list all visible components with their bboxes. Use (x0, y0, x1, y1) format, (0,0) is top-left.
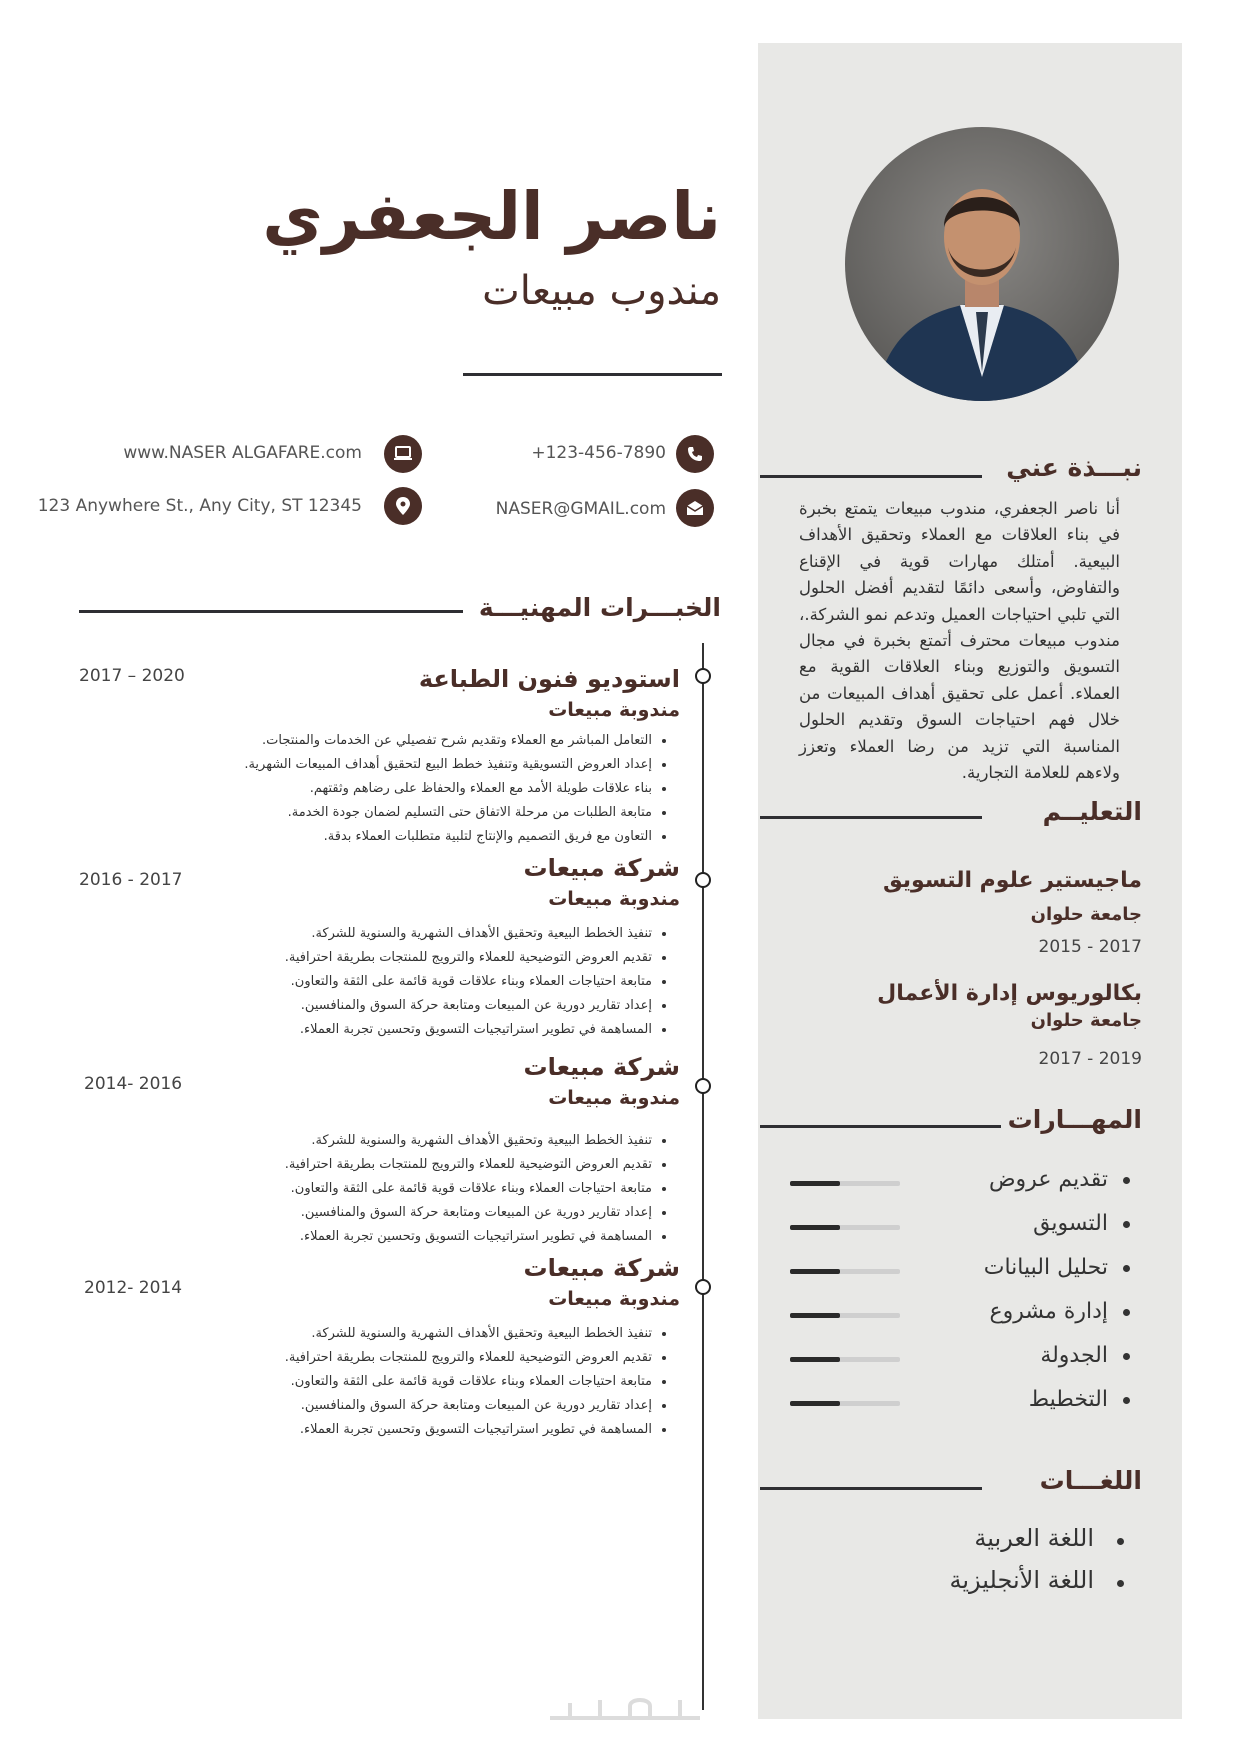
skill-item (790, 1343, 1130, 1373)
duty-item: • تقديم العروض التوضيحية للعملاء والترويج للمنتجات بطريقة احترافية. (120, 1153, 652, 1177)
duty-list (120, 1129, 680, 1249)
experience-entry (120, 663, 680, 849)
education-dates: 2015 - 2017 (1038, 937, 1142, 957)
experience-dates: 2017 – 2020 (79, 666, 185, 686)
duty-item: • المساهمة في تطوير استراتيجيات التسويق وتحسين تجربة العملاء. (120, 1418, 652, 1442)
university-name: جامعة حلوان (1030, 1010, 1142, 1031)
phone-number: +123-456-7890 (531, 443, 666, 463)
role-title: مندوبة مبيعات (548, 1288, 680, 1310)
website-icon (384, 435, 422, 473)
phone-icon (676, 435, 714, 473)
email-link[interactable]: NASER@GMAIL.com (495, 499, 666, 519)
header-divider (463, 373, 722, 376)
duty-item: • بناء علاقات طويلة الأمد مع العملاء والحفاظ على رضاهم وثقتهم. (120, 777, 652, 801)
skills-heading: المهـــارات (1007, 1105, 1142, 1134)
experience-heading: الخبـــرات المهنيـــة (478, 593, 721, 622)
skill-label: إدارة مشروع (989, 1299, 1108, 1324)
skill-item (790, 1387, 1130, 1417)
skill-label: التخطيط (1028, 1387, 1108, 1412)
skill-item (790, 1299, 1130, 1329)
website-link[interactable]: www.NASER ALGAFARE.com (123, 443, 362, 463)
timeline-dot (695, 872, 711, 888)
duty-item: • تنفيذ الخطط البيعية وتحقيق الأهداف الشهرية والسنوية للشركة. (120, 1322, 652, 1346)
skill-label: تقديم عروض (988, 1167, 1108, 1192)
address-text: 123 Anywhere St., Any City, ST 12345 (37, 496, 362, 516)
duty-item: • التعاون مع فريق التصميم والإنتاج لتلبية متطلبات العملاء بدقة. (120, 825, 652, 849)
experience-dates: 2014- 2016 (84, 1074, 183, 1094)
skill-item (790, 1167, 1130, 1197)
skills-divider (760, 1125, 1001, 1128)
duty-item: • التعامل المباشر مع العملاء وتقديم شرح تفصيلي عن الخدمات والمنتجات. (120, 729, 652, 753)
bullet-icon (1123, 1309, 1130, 1316)
experience-entry (120, 852, 680, 1042)
duty-list (120, 1322, 680, 1442)
duty-item: • متابعة احتياجات العملاء وبناء علاقات قوية قائمة على الثقة والتعاون. (120, 1177, 652, 1201)
duty-item: • متابعة احتياجات العملاء وبناء علاقات قوية قائمة على الثقة والتعاون. (120, 970, 652, 994)
duty-item: • متابعة احتياجات العملاء وبناء علاقات قوية قائمة على الثقة والتعاون. (120, 1370, 652, 1394)
experience-entry (120, 1051, 680, 1249)
experience-dates: 2012- 2014 (84, 1278, 183, 1298)
bullet-icon (1123, 1397, 1130, 1404)
timeline-dot (695, 668, 711, 684)
company-name: شركة مبيعات (523, 1254, 680, 1282)
experience-dates: 2016 - 2017 (79, 870, 183, 890)
skill-level-fill (790, 1401, 840, 1406)
bullet-icon (1123, 1265, 1130, 1272)
bullet-icon (1123, 1353, 1130, 1360)
duty-item: • تقديم العروض التوضيحية للعملاء والترويج للمنتجات بطريقة احترافية. (120, 946, 652, 970)
about-divider (760, 475, 982, 478)
skill-level-bar (790, 1357, 900, 1362)
language-label: اللغة الأنجليزية (949, 1566, 1094, 1594)
education-divider (760, 816, 982, 819)
bullet-icon (1123, 1221, 1130, 1228)
about-text: أنا ناصر الجعفري، مندوب مبيعات يتمتع بخبرة في بناء العلاقات مع العملاء وتحقيق الأهداف البيعية. أمتلك مهارات قوية في الإقناع والتفاوض، وأسعى دائمًا لتقديم أفضل الحلول التي تلبي احتياجات العميل وتدعم نمو الشركة.، مندوب مبيعات محترف أتمتع بخبرة في مجال التسويق والتوزيع وبناء العلاقات القوية مع العملاء. أعمل على تحقيق أهداف المبيعات من خلال فهم احتياجات السوق وتقديم الحلول المناسبة التي تزيد من رضا العملاء وتعزز ولاءهم للعلامة التجارية. (799, 499, 1120, 783)
duty-item: • المساهمة في تطوير استراتيجيات التسويق وتحسين تجربة العملاء. (120, 1225, 652, 1249)
skill-level-bar (790, 1401, 900, 1406)
skill-item (790, 1255, 1130, 1285)
skill-label: الجدولة (1040, 1343, 1108, 1368)
role-title: مندوبة مبيعات (548, 699, 680, 721)
degree-title: ماجيستير علوم التسويق (882, 868, 1142, 893)
duty-item: • متابعة الطلبات من مرحلة الاتفاق حتى التسليم لضمان جودة الخدمة. (120, 801, 652, 825)
language-item (850, 1566, 1124, 1600)
skill-level-fill (790, 1181, 840, 1186)
profile-photo (845, 127, 1119, 401)
duty-item: • إعداد تقارير دورية عن المبيعات ومتابعة حركة السوق والمنافسين. (120, 994, 652, 1018)
bullet-icon (1117, 1580, 1124, 1587)
skill-level-bar (790, 1225, 900, 1230)
duty-item: • إعداد تقارير دورية عن المبيعات ومتابعة حركة السوق والمنافسين. (120, 1201, 652, 1225)
timeline-dot (695, 1078, 711, 1094)
company-name: شركة مبيعات (523, 854, 680, 882)
job-title: مندوب مبيعات (482, 268, 721, 314)
languages-heading: اللغـــات (1039, 1466, 1142, 1495)
candidate-name: ناصر الجعفري (262, 178, 721, 255)
skill-item (790, 1211, 1130, 1241)
languages-divider (760, 1487, 982, 1490)
duty-item: • إعداد العروض التسويقية وتنفيذ خطط البيع لتحقيق أهداف المبيعات الشهرية. (120, 753, 652, 777)
skill-level-bar (790, 1269, 900, 1274)
skill-level-fill (790, 1269, 840, 1274)
education-heading: التعليــم (1042, 797, 1142, 826)
skill-level-fill (790, 1313, 840, 1318)
location-pin-icon (384, 487, 422, 525)
bullet-icon (1117, 1538, 1124, 1545)
bullet-icon (1123, 1177, 1130, 1184)
language-label: اللغة العربية (974, 1524, 1094, 1552)
skill-level-bar (790, 1181, 900, 1186)
skill-level-fill (790, 1225, 840, 1230)
duty-item: • إعداد تقارير دورية عن المبيعات ومتابعة حركة السوق والمنافسين. (120, 1394, 652, 1418)
watermark-logo (540, 1688, 710, 1736)
role-title: مندوبة مبيعات (548, 888, 680, 910)
company-name: شركة مبيعات (523, 1053, 680, 1081)
duty-item: • تقديم العروض التوضيحية للعملاء والترويج للمنتجات بطريقة احترافية. (120, 1346, 652, 1370)
email-icon (676, 489, 714, 527)
duty-list (120, 922, 680, 1042)
degree-title: بكالوريوس إدارة الأعمال (877, 981, 1142, 1006)
experience-entry (120, 1252, 680, 1442)
skill-label: التسويق (1033, 1211, 1108, 1236)
skill-level-bar (790, 1313, 900, 1318)
university-name: جامعة حلوان (1030, 904, 1142, 925)
timeline-dot (695, 1279, 711, 1295)
timeline-line (702, 643, 704, 1710)
role-title: مندوبة مبيعات (548, 1087, 680, 1109)
company-name: استوديو فنون الطباعة (418, 665, 680, 693)
skill-label: تحليل البيانات (983, 1255, 1108, 1280)
duty-list (120, 729, 680, 849)
about-heading: نبـــذة عني (1006, 453, 1142, 482)
education-dates: 2017 - 2019 (1038, 1049, 1142, 1069)
duty-item: • تنفيذ الخطط البيعية وتحقيق الأهداف الشهرية والسنوية للشركة. (120, 922, 652, 946)
duty-item: • المساهمة في تطوير استراتيجيات التسويق وتحسين تجربة العملاء. (120, 1018, 652, 1042)
skill-level-fill (790, 1357, 840, 1362)
language-item (850, 1524, 1124, 1558)
duty-item: • تنفيذ الخطط البيعية وتحقيق الأهداف الشهرية والسنوية للشركة. (120, 1129, 652, 1153)
experience-divider (79, 610, 463, 613)
